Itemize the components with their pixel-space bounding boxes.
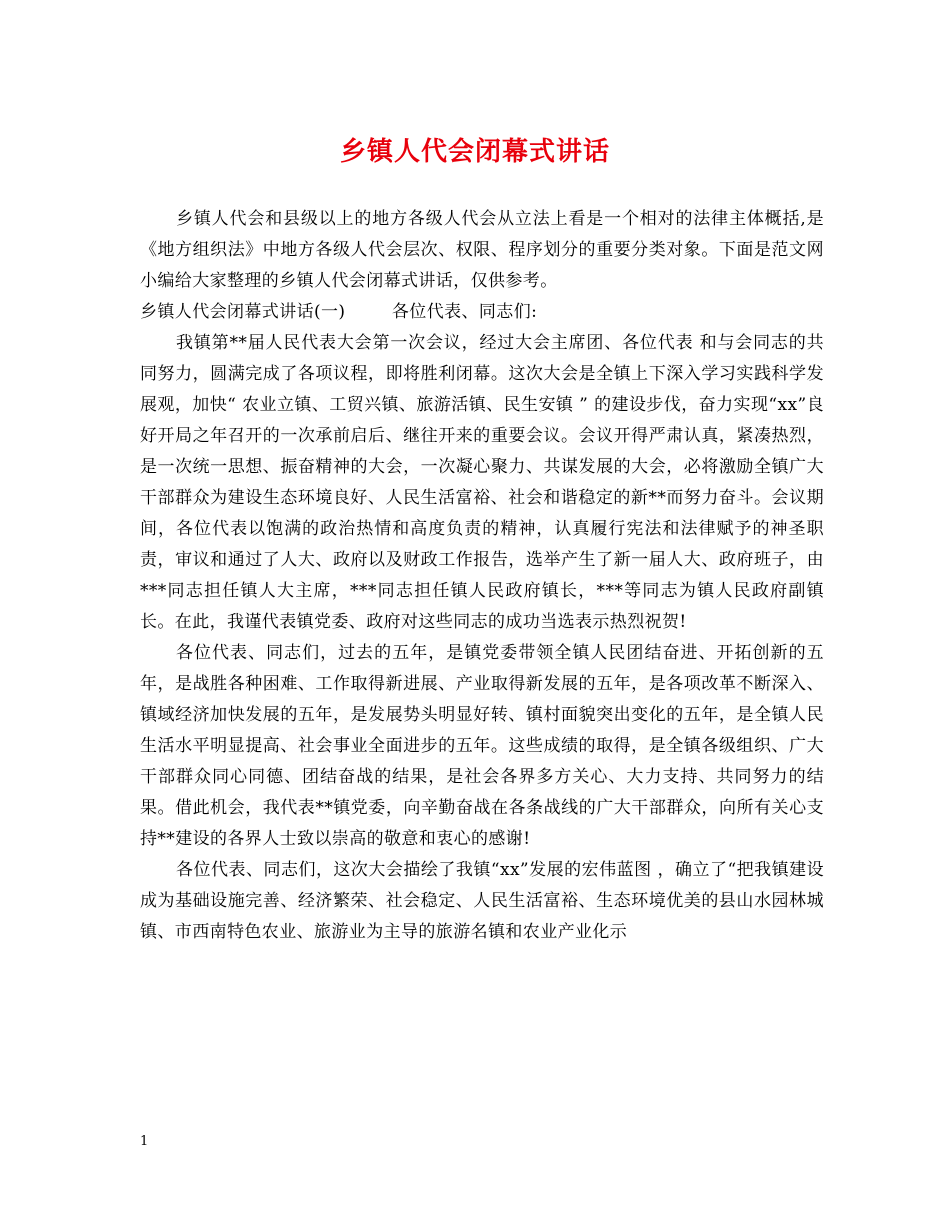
page-number: 1	[140, 1134, 149, 1149]
section-heading: 乡镇人代会闭幕式讲话(一) 各位代表、同志们:	[140, 302, 538, 322]
document-body	[140, 204, 824, 948]
body-paragraph-3: 各位代表、同志们，这次大会描绘了我镇“xx”发展的宏伟蓝图 ，确立了“把我镇建设成为基础设施完善、经济繁荣、社会稳定、人民生活富裕、生态环境优美的县山水园林城镇、市西南特色农业、旅游业为主导的旅游名镇和农业产业化示	[140, 860, 824, 942]
body-paragraph-2: 各位代表、同志们，过去的五年，是镇党委带领全镇人民团结奋进、开拓创新的五年，是战胜各种困难、工作取得新进展、产业取得新发展的五年，是各项改革不断深入、镇域经济加快发展的五年，是发展势头明显好转、镇村面貌突出变化的五年，是全镇人民生活水平明显提高、社会事业全面进步的五年。这些成绩的取得，是全镇各级组织、广大干部群众同心同德、团结奋战的结果，是社会各界多方关心、大力支持、共同努力的结果。借此机会，我代表**镇党委，向辛勤奋战在各条战线的广大干部群众，向所有关心支持**建设的各界人士致以崇高的敬意和衷心的感谢!	[140, 643, 824, 849]
intro-paragraph: 乡镇人代会和县级以上的地方各级人代会从立法上看是一个相对的法律主体概括,是《地方组织法》中地方各级人代会层次、权限、程序划分的重要分类对象。下面是范文网小编给大家整理的乡镇人代会闭幕式讲话，仅供参考。	[140, 209, 824, 291]
document-title: 乡镇人代会闭幕式讲话	[339, 137, 610, 167]
body-paragraph-1: 我镇第**届人民代表大会第一次会议，经过大会主席团、各位代表 和与会同志的共同努力，圆满完成了各项议程，即将胜利闭幕。这次大会是全镇上下深入学习实践科学发展观，加快“ 农业立镇、工贸兴镇、旅游活镇、民生安镇 ” 的建设步伐，奋力实现“xx”良好开局之年召开的一次承前启后、继往开来的重要会议。会议开得严肃认真，紧凑热烈，是一次统一思想、振奋精神的大会，一次凝心聚力、共谋发展的大会，必将激励全镇广大干部群众为建设生态环境良好、人民生活富裕、社会和谐稳定的新**而努力奋斗。会议期间，各位代表以饱满的政治热情和高度负责的精神，认真履行宪法和法律赋予的神圣职责，审议和通过了人大、政府以及财政工作报告，选举产生了新一届人大、政府班子，由***同志担任镇人大主席，***同志担任镇人民政府镇长，***等同志为镇人民政府副镇长。在此，我谨代表镇党委、政府对这些同志的成功当选表示热烈祝贺!	[140, 333, 824, 632]
